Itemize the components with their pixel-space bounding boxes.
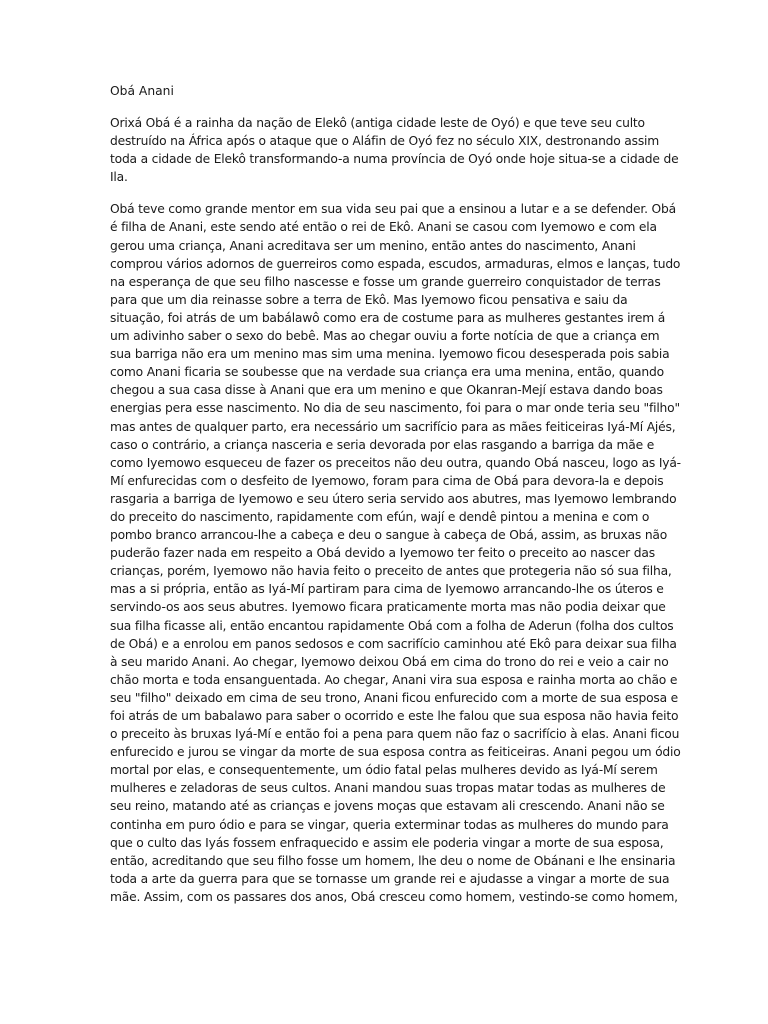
text-line: que o culto das Iyás fossem enfraquecido e assim ele poderia vingar a morte de sua esposa, — [110, 835, 664, 850]
text-line: para que um dia reinasse sobre a terra de Ekô. Mas Iyemowo ficou pensativa e saiu da — [110, 292, 628, 307]
text-line: um adivinho saber o sexo do bebê. Mas ao chegar ouviu a forte notícia de que a criança em — [110, 329, 660, 344]
text-line: foi atrás de um babalawo para saber o ocorrido e este lhe falou que sua esposa não havia feito — [110, 709, 679, 723]
text-line: o preceito às bruxas Iyá-Mí e então foi a pena para quem não faz o sacrifício à elas. Anani ficou — [110, 727, 680, 742]
text-line: pombo branco arrancou-lhe a cabeça e deu o sangue à cabeça de Obá, assim, as bruxas não — [110, 528, 668, 543]
text-line: Mí enfurecidas com o desfeito de Iyemowo, foram para cima de Obá para devora-la e depois — [110, 473, 664, 488]
text-line: como Anani ficaria se soubesse que na verdade sua criança era uma menina, então, quando — [110, 365, 664, 380]
text-line: comprou vários adornos de guerreiros como espada, escudos, armaduras, elmos e lanças, tudo — [110, 256, 681, 271]
text-line: mulheres e zeladoras de seus cultos. Anani mandou suas tropas matar todas as mulheres de — [110, 781, 666, 796]
text-line: de Obá) e a enrolou em panos sedosos e com sacrifício caminhou até Ekô para deixar sua filha — [110, 636, 677, 651]
text-line: situação, foi atrás de um babálawô como era de costume para as mulheres gestantes irem á — [110, 310, 666, 325]
text-line: mortal por elas, e consequentemente, um ódio fatal pelas mulheres devido as Iyá-Mí serem — [110, 763, 658, 778]
text-line: como Iyemowo esqueceu de fazer os preceitos não deu outra, quando Obá nasceu, logo as Iyá- — [110, 455, 681, 470]
text-line: toda a cidade de Elekô transformando-a numa província de Oyó onde hoje situa-se a cidade de — [110, 152, 679, 167]
text-line: Obá teve como grande mentor em sua vida seu pai que a ensinou a lutar e a se defender. Obá — [110, 202, 676, 217]
text-line: seu reino, matando até as crianças e jovens moças que estavam ali crescendo. Anani não se — [110, 799, 665, 814]
text-line: toda a arte da guerra para que se tornasse um grande rei e ajudasse a vingar a morte de sua — [110, 871, 670, 886]
text-line: Ila. — [110, 170, 128, 185]
text-line: servindo-os aos seus abutres. Iyemowo ficara praticamente morta mas não podia deixar que — [110, 600, 666, 615]
text-line: gerou uma criança, Anani acreditava ser um menino, então antes do nascimento, Anani — [110, 238, 636, 253]
text-line: energias pera esse nascimento. No dia de seu nascimento, foi para o mar onde teria seu "filho" — [110, 401, 680, 416]
text-line: destruído na África após o ataque que o Aláfin de Oyó fez no século XIX, destronando assim — [110, 134, 660, 149]
paragraph-story — [110, 200, 681, 906]
document-title: Obá Anani — [110, 84, 174, 98]
text-line: mas antes de qualquer parto, era necessário um sacrifício para as mães feiticeiras Iyá-Mí Ajés, — [110, 419, 676, 434]
text-line: do preceito do nascimento, rapidamente com efún, wají e dendê pintou a menina e com o — [110, 509, 650, 524]
text-line: então, acreditando que seu filho fosse um homem, lhe deu o nome de Obánani e lhe ensinaria — [110, 853, 676, 868]
text-line: crianças, porém, Iyemowo não havia feito o preceito de antes que protegeria não só sua filha, — [110, 564, 672, 579]
text-line: mãe. Assim, com os passares dos anos, Obá cresceu como homem, vestindo-se como homem, — [110, 889, 678, 904]
text-line: sua barriga não era um menino mas sim uma menina. Iyemowo ficou desesperada pois sabia — [110, 347, 670, 362]
text-line: na esperança de que seu filho nascesse e fosse um grande guerreiro conquistador de terras — [110, 274, 661, 289]
text-line: mas a si própria, então as Iyá-Mí partiram para cima de Iyemowo arrancando-lhe os úteros e — [110, 582, 664, 597]
text-line: enfurecido e jurou se vingar da morte de sua esposa contra as feiticeiras. Anani pegou um ódio — [110, 745, 681, 760]
document-page — [110, 82, 681, 920]
paragraph-intro — [110, 114, 679, 186]
text-line: seu "filho" deixado em cima de seu trono, Anani ficou enfurecido com a morte de sua esposa e — [110, 690, 679, 705]
text-line: Orixá Obá é a rainha da nação de Elekô (antiga cidade leste de Oyó) e que teve seu culto — [110, 116, 645, 130]
text-line: à seu marido Anani. Ao chegar, Iyemowo deixou Obá em cima do trono do rei e veio a cair no — [110, 654, 669, 669]
text-line: caso o contrário, a criança nasceria e seria devorada por elas rasgando a barriga da mãe e — [110, 437, 655, 452]
text-line: continha em puro ódio e para se vingar, queria exterminar todas as mulheres do mundo para — [110, 817, 669, 832]
text-line: chegou a sua casa disse à Anani que era um menino e que Okanran-Mejí estava dando boas — [110, 383, 663, 398]
text-line: sua filha ficasse ali, então encantou rapidamente Obá com a folha de Aderun (folha dos cultos — [110, 618, 674, 633]
text-line: é filha de Anani, este sendo até então o rei de Ekô. Anani se casou com Iyemowo e com ela — [110, 220, 657, 235]
text-line: chão morta e toda ensanguentada. Ao chegar, Anani vira sua esposa e rainha morta ao chão e — [110, 672, 678, 687]
text-line: rasgaria a barriga de Iyemowo e seu útero seria servido aos abutres, mas Iyemowo lembrando — [110, 491, 677, 506]
text-line: puderão fazer nada em respeito a Obá devido a Iyemowo ter feito o preceito ao nascer das — [110, 546, 655, 561]
